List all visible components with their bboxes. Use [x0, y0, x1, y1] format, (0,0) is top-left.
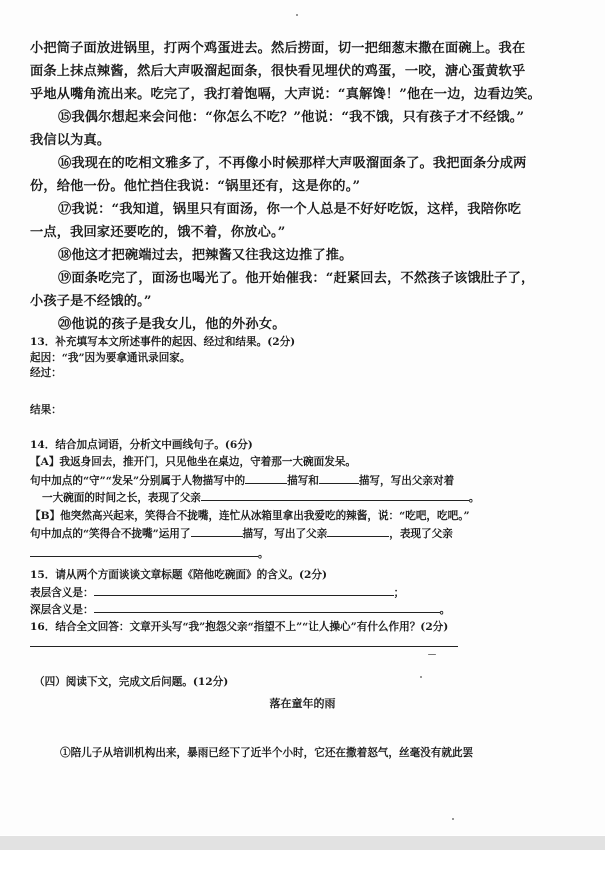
question-14-b-line2 [30, 545, 575, 563]
answer-blank[interactable] [327, 525, 389, 537]
passage-paragraph-15: ⑮我偶尔想起来会问他：“你怎么不吃？”他说：“我不饿，只有孩子才不经饿。” [58, 110, 525, 125]
question-14-a-sentence: 【A】我返身回去，推开门，只见他坐在桌边，守着那一大碗面发呆。 [30, 456, 357, 468]
question-15-stem: 15．请从两个方面谈谈文章标题《陪他吃碗面》的含义。(2分) [30, 569, 327, 581]
question-14-a-text: 一大碗面的时间之长，表现了父亲 [42, 492, 201, 504]
question-14-a-text: 句中加点的“守”“发呆”分别属于人物描写中的 [30, 475, 246, 487]
punctuation: ； [393, 587, 405, 599]
answer-blank[interactable] [191, 525, 243, 537]
scan-speck [420, 676, 422, 678]
answer-line[interactable] [30, 646, 458, 647]
question-13-stem: 13．补充填写本文所述事件的起因、经过和结果。(2分) [30, 336, 296, 348]
passage-line: 份，给他一份。他忙挡住我说：“锅里还有，这是你的。” [30, 179, 361, 194]
page-bottom-margin [0, 836, 605, 850]
scan-speck [452, 818, 454, 820]
question-14-a-text: 描写和 [287, 475, 319, 487]
answer-blank[interactable] [94, 601, 440, 613]
question-13-process-label: 经过： [30, 367, 62, 379]
article-first-line: ①陪儿子从培训机构出来，暴雨已经下了近半个小时，它还在撒着怒气，丝毫没有就此罢 [60, 747, 474, 759]
passage-line: 面条上抹点辣酱，然后大声吸溜起面条，很快看见埋伏的鸡蛋，一咬，溏心蛋黄软乎 [30, 64, 526, 79]
passage-line: 我信以为真。 [30, 133, 111, 148]
question-14-b-text: 句中加点的“笑得合不拢嘴”运用了 [30, 528, 191, 540]
passage-paragraph-17: ⑰我说：“我知道，锅里只有面汤，你一个人总是不好好吃饭，这样，我陪你吃 [58, 202, 521, 217]
question-13-cause: 起因：“我”因为要拿通讯录回家。 [30, 352, 191, 364]
punctuation: 。 [258, 548, 269, 560]
passage-line: 小把筒子面放进锅里，打两个鸡蛋进去。然后捞面，切一把细葱末撒在面碗上。我在 [30, 41, 526, 56]
question-14-b-sentence: 【B】他突然高兴起来，笑得合不拢嘴，连忙从冰箱里拿出我爱吃的辣酱，说：“吃吧，吃吧。” [30, 510, 470, 522]
question-16-stem: 16．结合全文回答：文章开头写“我”抱怨父亲“指望不上”“让人操心”有什么作用？(2分) [30, 621, 449, 633]
scan-speck [428, 654, 436, 655]
passage-paragraph-20: ⑳他说的孩子是我女儿，他的外孙女。 [58, 317, 286, 332]
answer-blank[interactable] [245, 472, 287, 484]
question-14-a-text: 描写，写出父亲对着 [358, 475, 455, 487]
question-15-surface-label: 表层含义是： [30, 587, 94, 599]
question-13-result-label: 结果： [30, 404, 62, 416]
answer-blank[interactable] [319, 472, 359, 484]
passage-paragraph-18: ⑱他这才把碗端过去，把辣酱又往我这边推了推。 [58, 248, 353, 263]
question-14-b-line1 [30, 525, 575, 543]
punctuation: 。 [439, 604, 451, 616]
passage-paragraph-16: ⑯我现在的吃相文雅多了，不再像小时候那样大声吸溜面条了。我把面条分成两 [58, 156, 527, 171]
question-15-deep [30, 601, 575, 619]
answer-blank[interactable] [201, 489, 469, 501]
answer-blank[interactable] [94, 584, 394, 596]
question-14-b-text: ，表现了父亲 [389, 528, 453, 540]
question-15-surface [30, 584, 575, 602]
scan-speck [296, 14, 298, 16]
punctuation: 。 [468, 492, 480, 504]
section-4-heading: （四）阅读下文，完成文后问题。(12分) [34, 676, 229, 688]
passage-line: 乎地从嘴角流出来。吃完了，我打着饱嗝，大声说：“真解馋！”他在一边，边看边笑。 [30, 87, 541, 102]
question-14-a-line1 [30, 472, 575, 490]
passage-line: 小孩子是不经饿的。” [30, 294, 152, 309]
question-14-stem: 14．结合加点词语，分析文中画线句子。(6分) [30, 439, 253, 451]
question-14-b-text: 描写，写出了父亲 [242, 528, 328, 540]
question-15-deep-label: 深层含义是： [30, 604, 94, 616]
answer-blank[interactable] [30, 545, 258, 557]
passage-paragraph-19: ⑲面条吃完了，面汤也喝光了。他开始催我：“赶紧回去，不然孩子该饿肚子了， [58, 271, 535, 286]
passage-line: 一点，我回家还要吃的，饿不着，你放心。” [30, 225, 286, 240]
question-14-a-line2 [30, 489, 575, 507]
article-title: 落在童年的雨 [269, 697, 336, 710]
